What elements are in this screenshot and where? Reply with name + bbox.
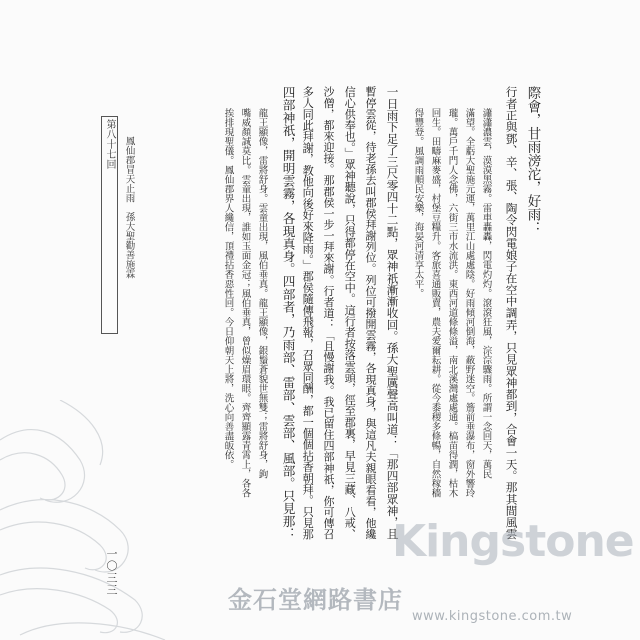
text-column-2: 行者正與鄧、辛、張、陶令閃電娘子在空中調弄，只見眾神都到，合會一天。那其間風雲 bbox=[504, 86, 519, 540]
store-url-watermark: www.kingstone.com.tw bbox=[412, 609, 573, 624]
text-column-13: 四部神祇，開明雲霧，各現真身。四部者，乃雨部、雷部、雲部、風部。只見那： bbox=[280, 86, 296, 540]
text-column-15: 嘴威顏誠莫比。雲童出現，誰如玉面金冠；風伯垂真，曾似燥眉環眼。齊齊顯露青霄上，各各 bbox=[239, 108, 251, 498]
text-column-12: 多人同此拜謝，教他向後好來降雨。」郡侯隨傳飛報，召眾同酬，都一個個拈香朝拜。只見那 bbox=[301, 86, 315, 540]
text-column-6: 回生。田疇麻麥盛，村堡豆糧升。客旅喜通販賣，農夫愛爾耘耕。從今黍稷多條暢，自然稼穡 bbox=[429, 108, 441, 498]
text-column-11: 沙僧，都來迎接。那郡侯一步一拜來謝。行者道：「且慢謝我。我已留住四部神祇，你可傳召 bbox=[322, 86, 336, 540]
wave-pattern-decoration bbox=[0, 400, 170, 640]
chapter-title: 鳳仙郡冒天止雨 孫大聖勸善施霖 bbox=[123, 136, 135, 279]
chapter-number: 第八十七回 bbox=[104, 119, 115, 169]
store-name-watermark: 金石堂網路書店 bbox=[228, 585, 403, 614]
text-column-7: 得豐登。風調雨順民安樂，海晏河清享太平。 bbox=[412, 108, 424, 298]
text-column-3: 瀟瀟濃雲，漠漠黑霧。雷車轟轟，閃電灼灼。滾滾狂風，淙淙驟雨。所謂一念回天，萬民 bbox=[480, 108, 492, 479]
text-column-1: 際會，甘雨滂沱，好雨： bbox=[524, 86, 541, 235]
page-number: 一〇三三 bbox=[105, 548, 118, 596]
text-column-8: 一日雨下足了三尺零四十二點，眾神祇漸漸收回。孫大聖厲聲高叫道：「那四部眾神，且 bbox=[385, 86, 400, 540]
text-column-5: 瓏。萬戶千門人念佛，六街三市水流洪。東西河道條條溢，南北溪灣處處通。槁苗得潤，枯木 bbox=[446, 108, 458, 498]
text-column-9: 暫停雲從，待老孫去叫郡侯拜謝列位。列位可撥開雲霧，各現真身，與這凡夫親眼看看，他纔 bbox=[364, 86, 378, 540]
kingstone-watermark: Kingstone bbox=[392, 516, 634, 567]
text-column-16: 挨排現聖儀。鳳仙郡界人纔信，頂禮拈香惡性回。今日仰朝天上將，洗心向善盡皈依。 bbox=[222, 108, 234, 469]
text-column-14: 龍王顯像，雷將舒身。雲童出現，風伯垂真。龍王顯像，銀鬚蒼貌世無雙；雷將舒身，鉤 bbox=[256, 108, 268, 479]
text-column-10: 信心供奉也。」眾神聽說，只得都停在空中。這行者按落雲頭，徑至郡裏，早見三藏、八戒、 bbox=[343, 86, 357, 540]
text-column-4: 滿望。全虧大聖施元運，萬里江山處處陰。好雨傾河倒海，蔽野迷空。簷前垂瀑布，窗外響玲 bbox=[463, 108, 475, 498]
